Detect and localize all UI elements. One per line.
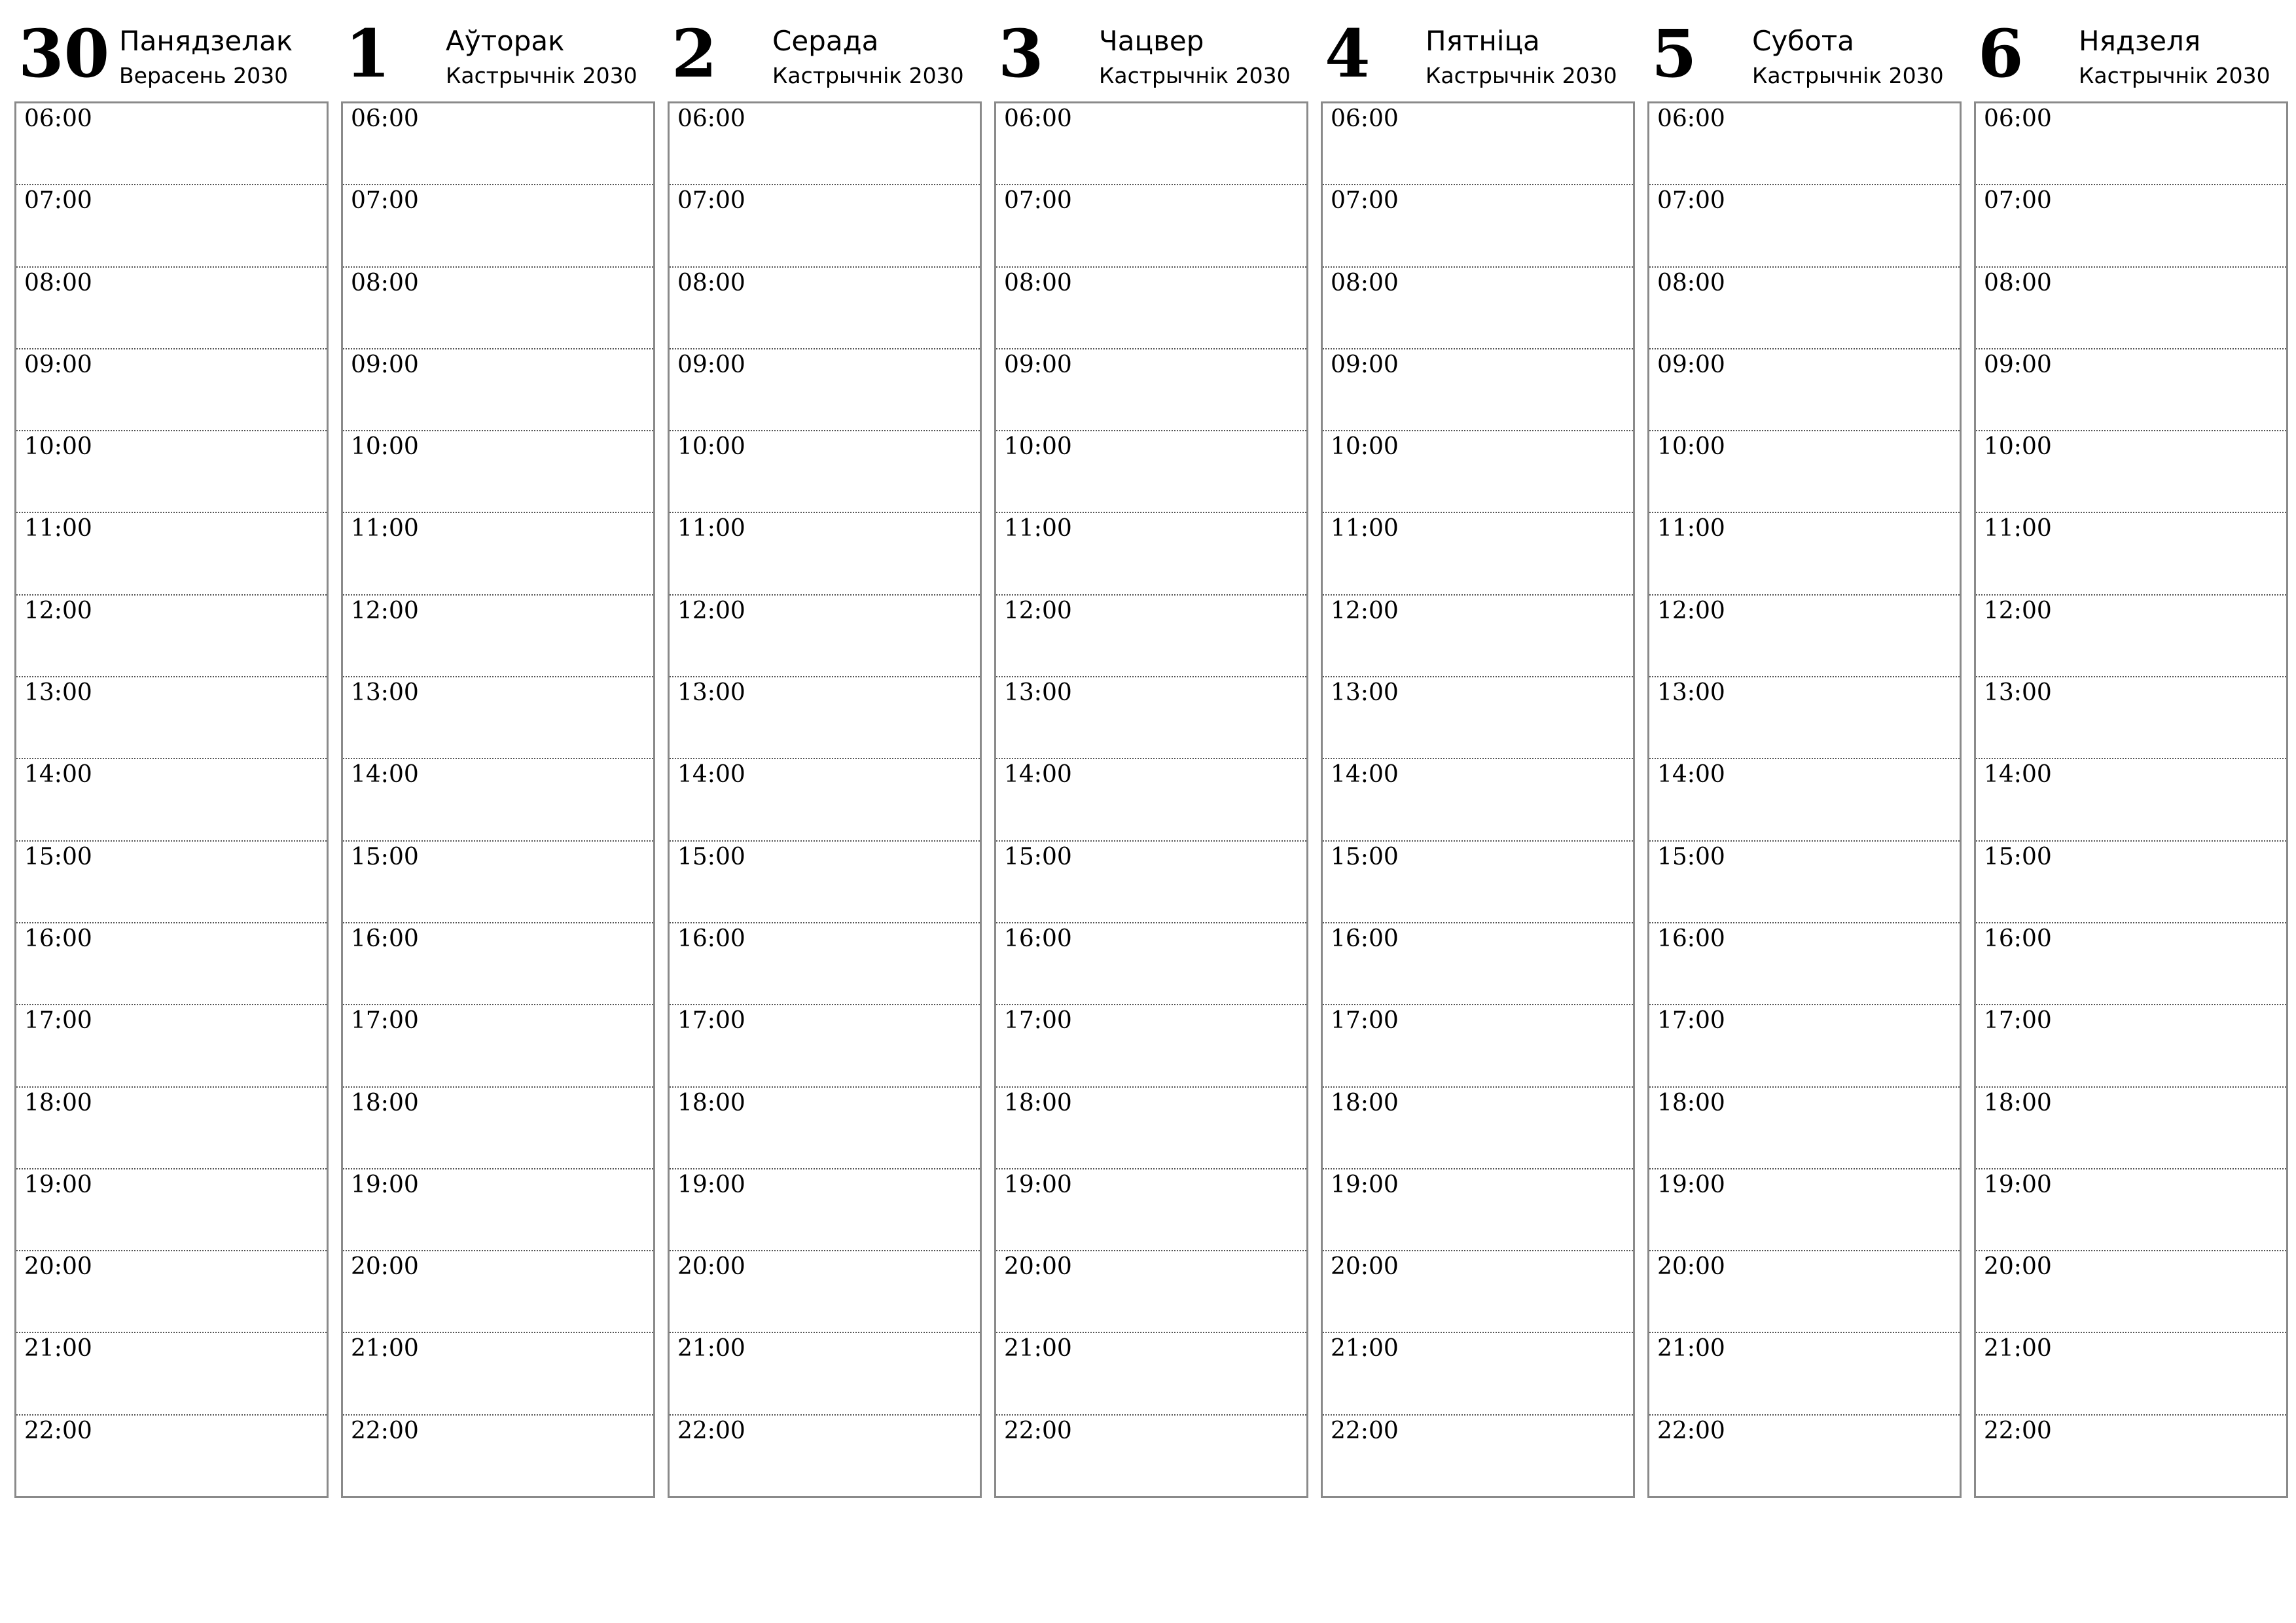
- time-slot[interactable]: [1649, 513, 1960, 595]
- day-number: 30: [18, 15, 110, 92]
- time-label: 12:00: [677, 597, 745, 624]
- time-slot[interactable]: [670, 596, 980, 677]
- time-slot[interactable]: [1976, 1333, 2286, 1415]
- time-slot[interactable]: [996, 349, 1306, 431]
- time-label: 07:00: [1984, 187, 2052, 215]
- time-label: 17:00: [1984, 1007, 2052, 1035]
- time-slot[interactable]: [1323, 842, 1633, 923]
- time-label: 15:00: [1984, 843, 2052, 870]
- time-label: 15:00: [351, 843, 419, 870]
- time-label: 18:00: [1331, 1089, 1399, 1116]
- time-label: 13:00: [1331, 679, 1399, 707]
- day-name: Серада: [772, 25, 879, 57]
- time-label: 13:00: [677, 679, 745, 707]
- time-slot[interactable]: [1323, 923, 1633, 1005]
- time-slot[interactable]: [1976, 1005, 2286, 1087]
- time-slot[interactable]: [1976, 923, 2286, 1005]
- time-slot[interactable]: [996, 1251, 1306, 1333]
- time-slot[interactable]: [670, 842, 980, 923]
- time-label: 15:00: [24, 843, 92, 870]
- time-slot[interactable]: [16, 1416, 327, 1445]
- time-label: 14:00: [24, 761, 92, 789]
- time-slot[interactable]: [16, 1005, 327, 1087]
- time-slot[interactable]: [343, 185, 653, 267]
- time-label: 12:00: [351, 597, 419, 624]
- day-month: Кастрычнік 2030: [1752, 63, 1944, 88]
- time-label: 15:00: [1657, 843, 1725, 870]
- time-slot[interactable]: [996, 1416, 1306, 1445]
- time-slot[interactable]: [1649, 1005, 1960, 1087]
- time-label: 14:00: [1984, 761, 2052, 789]
- time-slot[interactable]: [16, 431, 327, 513]
- time-label: 19:00: [677, 1171, 745, 1198]
- day-name: Нядзеля: [2079, 25, 2201, 57]
- time-label: 08:00: [351, 269, 419, 296]
- time-label: 22:00: [24, 1417, 92, 1444]
- time-slot[interactable]: [1649, 1169, 1960, 1251]
- time-slot[interactable]: [1649, 1088, 1960, 1169]
- time-label: 11:00: [1984, 515, 2052, 543]
- time-label: 18:00: [24, 1089, 92, 1116]
- time-slot[interactable]: [343, 1169, 653, 1251]
- time-slot[interactable]: [16, 923, 327, 1005]
- day-month: Кастрычнік 2030: [772, 63, 964, 88]
- time-slot[interactable]: [1976, 1088, 2286, 1169]
- time-slot[interactable]: [1976, 349, 2286, 431]
- day-name: Чацвер: [1099, 25, 1204, 57]
- time-slot[interactable]: [670, 923, 980, 1005]
- day-header: [1974, 15, 2288, 101]
- time-label: 20:00: [351, 1253, 419, 1281]
- time-slot[interactable]: [16, 185, 327, 267]
- time-slot[interactable]: [343, 431, 653, 513]
- time-slot[interactable]: [1649, 268, 1960, 349]
- day-number: 6: [1978, 15, 2024, 92]
- day-month: Кастрычнік 2030: [1099, 63, 1291, 88]
- time-slot[interactable]: [1323, 349, 1633, 431]
- time-label: 21:00: [1004, 1335, 1072, 1363]
- time-slot[interactable]: [670, 1005, 980, 1087]
- time-slot[interactable]: [343, 596, 653, 677]
- time-label: 07:00: [677, 187, 745, 215]
- time-slot[interactable]: [343, 268, 653, 349]
- time-slot[interactable]: [996, 923, 1306, 1005]
- day-schedule: [14, 101, 329, 1498]
- time-slot[interactable]: [1976, 431, 2286, 513]
- day-number: 5: [1651, 15, 1697, 92]
- time-label: 09:00: [677, 351, 745, 378]
- time-slot[interactable]: [1649, 596, 1960, 677]
- time-slot[interactable]: [343, 923, 653, 1005]
- time-label: 10:00: [1984, 433, 2052, 461]
- day-column: [14, 15, 329, 1498]
- day-header: [994, 15, 1308, 101]
- time-label: 10:00: [24, 433, 92, 461]
- day-month: Кастрычнік 2030: [1426, 63, 1617, 88]
- time-label: 15:00: [677, 843, 745, 870]
- day-schedule: [341, 101, 655, 1498]
- time-label: 13:00: [24, 679, 92, 707]
- time-label: 06:00: [1331, 105, 1399, 132]
- time-label: 07:00: [351, 187, 419, 215]
- time-slot[interactable]: [16, 103, 327, 185]
- day-number: 4: [1325, 15, 1371, 92]
- time-label: 21:00: [24, 1335, 92, 1363]
- time-label: 14:00: [1657, 761, 1725, 789]
- time-label: 10:00: [1657, 433, 1725, 461]
- time-label: 19:00: [1984, 1171, 2052, 1198]
- time-slot[interactable]: [1649, 677, 1960, 759]
- day-schedule: [994, 101, 1308, 1498]
- time-slot[interactable]: [1323, 596, 1633, 677]
- time-label: 19:00: [24, 1171, 92, 1198]
- time-slot[interactable]: [996, 268, 1306, 349]
- time-label: 10:00: [351, 433, 419, 461]
- time-slot[interactable]: [1323, 1088, 1633, 1169]
- time-label: 17:00: [677, 1007, 745, 1035]
- time-slot[interactable]: [1649, 1416, 1960, 1445]
- time-slot[interactable]: [996, 1088, 1306, 1169]
- time-slot[interactable]: [996, 842, 1306, 923]
- time-slot[interactable]: [670, 431, 980, 513]
- time-label: 06:00: [1004, 105, 1072, 132]
- time-label: 21:00: [351, 1335, 419, 1363]
- time-slot[interactable]: [343, 513, 653, 595]
- time-label: 19:00: [351, 1171, 419, 1198]
- time-label: 12:00: [1984, 597, 2052, 624]
- time-slot[interactable]: [1976, 103, 2286, 185]
- time-label: 07:00: [24, 187, 92, 215]
- day-month: Верасень 2030: [119, 63, 289, 88]
- time-label: 11:00: [1331, 515, 1399, 543]
- time-slot[interactable]: [1323, 1251, 1633, 1333]
- time-label: 21:00: [1331, 1335, 1399, 1363]
- time-label: 22:00: [351, 1417, 419, 1444]
- time-slot[interactable]: [1976, 1251, 2286, 1333]
- time-label: 17:00: [24, 1007, 92, 1035]
- time-label: 18:00: [1657, 1089, 1725, 1116]
- time-slot[interactable]: [1323, 1169, 1633, 1251]
- time-slot[interactable]: [343, 677, 653, 759]
- time-slot[interactable]: [996, 1333, 1306, 1415]
- day-schedule: [1647, 101, 1962, 1498]
- time-label: 21:00: [1657, 1335, 1725, 1363]
- time-slot[interactable]: [1323, 1416, 1633, 1445]
- time-label: 12:00: [24, 597, 92, 624]
- time-label: 22:00: [1984, 1417, 2052, 1444]
- time-label: 18:00: [1004, 1089, 1072, 1116]
- time-label: 14:00: [1331, 761, 1399, 789]
- time-slot[interactable]: [1976, 1416, 2286, 1445]
- time-slot[interactable]: [1323, 759, 1633, 841]
- time-label: 09:00: [1984, 351, 2052, 378]
- day-column: [1321, 15, 1635, 1498]
- time-label: 07:00: [1004, 187, 1072, 215]
- time-slot[interactable]: [670, 349, 980, 431]
- time-slot[interactable]: [670, 1416, 980, 1445]
- time-label: 14:00: [677, 761, 745, 789]
- time-slot[interactable]: [16, 842, 327, 923]
- time-slot[interactable]: [16, 513, 327, 595]
- time-label: 16:00: [677, 925, 745, 952]
- time-label: 20:00: [1331, 1253, 1399, 1281]
- time-slot[interactable]: [343, 349, 653, 431]
- time-slot[interactable]: [16, 677, 327, 759]
- time-slot[interactable]: [343, 1333, 653, 1415]
- time-slot[interactable]: [670, 103, 980, 185]
- time-label: 22:00: [677, 1417, 745, 1444]
- time-label: 07:00: [1657, 187, 1725, 215]
- day-column: [1974, 15, 2288, 1498]
- time-slot[interactable]: [343, 1416, 653, 1445]
- time-slot[interactable]: [670, 1169, 980, 1251]
- time-label: 06:00: [1984, 105, 2052, 132]
- time-label: 21:00: [677, 1335, 745, 1363]
- time-label: 12:00: [1004, 597, 1072, 624]
- time-label: 10:00: [677, 433, 745, 461]
- time-slot[interactable]: [343, 1005, 653, 1087]
- time-slot[interactable]: [1649, 431, 1960, 513]
- day-column: [1647, 15, 1962, 1498]
- time-label: 09:00: [1657, 351, 1725, 378]
- day-header: [1647, 15, 1962, 101]
- time-slot[interactable]: [996, 759, 1306, 841]
- day-month: Кастрычнік 2030: [446, 63, 637, 88]
- time-slot[interactable]: [1976, 1169, 2286, 1251]
- time-label: 06:00: [677, 105, 745, 132]
- time-label: 16:00: [1984, 925, 2052, 952]
- time-slot[interactable]: [670, 1251, 980, 1333]
- time-slot[interactable]: [996, 596, 1306, 677]
- time-label: 14:00: [351, 761, 419, 789]
- time-label: 08:00: [1984, 269, 2052, 296]
- time-slot[interactable]: [996, 513, 1306, 595]
- time-slot[interactable]: [670, 759, 980, 841]
- time-slot[interactable]: [16, 1333, 327, 1415]
- time-slot[interactable]: [996, 431, 1306, 513]
- time-label: 11:00: [1657, 515, 1725, 543]
- time-slot[interactable]: [996, 677, 1306, 759]
- time-slot[interactable]: [1323, 268, 1633, 349]
- time-slot[interactable]: [343, 103, 653, 185]
- time-label: 15:00: [1004, 843, 1072, 870]
- time-label: 13:00: [351, 679, 419, 707]
- time-slot[interactable]: [1323, 677, 1633, 759]
- time-label: 20:00: [1004, 1253, 1072, 1281]
- time-label: 09:00: [24, 351, 92, 378]
- time-slot[interactable]: [16, 596, 327, 677]
- time-slot[interactable]: [670, 677, 980, 759]
- time-slot[interactable]: [1649, 923, 1960, 1005]
- time-slot[interactable]: [996, 103, 1306, 185]
- time-label: 15:00: [1331, 843, 1399, 870]
- time-slot[interactable]: [1323, 1333, 1633, 1415]
- day-schedule: [1321, 101, 1635, 1498]
- day-column: [341, 15, 655, 1498]
- time-slot[interactable]: [16, 1088, 327, 1169]
- time-slot[interactable]: [16, 1169, 327, 1251]
- time-label: 09:00: [351, 351, 419, 378]
- time-label: 11:00: [351, 515, 419, 543]
- time-label: 22:00: [1331, 1417, 1399, 1444]
- day-header: [668, 15, 982, 101]
- day-month: Кастрычнік 2030: [2079, 63, 2270, 88]
- time-label: 06:00: [351, 105, 419, 132]
- time-label: 13:00: [1984, 679, 2052, 707]
- time-label: 08:00: [1657, 269, 1725, 296]
- time-slot[interactable]: [343, 759, 653, 841]
- time-label: 12:00: [1657, 597, 1725, 624]
- time-slot[interactable]: [1323, 431, 1633, 513]
- time-label: 20:00: [1657, 1253, 1725, 1281]
- time-label: 16:00: [1004, 925, 1072, 952]
- time-label: 09:00: [1004, 351, 1072, 378]
- day-name: Аўторак: [446, 25, 565, 57]
- day-header: [1321, 15, 1635, 101]
- time-slot[interactable]: [996, 1005, 1306, 1087]
- time-label: 08:00: [1331, 269, 1399, 296]
- time-label: 19:00: [1657, 1171, 1725, 1198]
- time-label: 22:00: [1657, 1417, 1725, 1444]
- time-label: 17:00: [1004, 1007, 1072, 1035]
- time-slot[interactable]: [1649, 1333, 1960, 1415]
- time-label: 20:00: [1984, 1253, 2052, 1281]
- time-label: 11:00: [677, 515, 745, 543]
- time-slot[interactable]: [16, 759, 327, 841]
- time-slot[interactable]: [670, 185, 980, 267]
- time-label: 18:00: [677, 1089, 745, 1116]
- time-slot[interactable]: [16, 268, 327, 349]
- time-slot[interactable]: [1649, 349, 1960, 431]
- time-label: 12:00: [1331, 597, 1399, 624]
- time-slot[interactable]: [16, 349, 327, 431]
- time-slot[interactable]: [996, 1169, 1306, 1251]
- time-label: 13:00: [1004, 679, 1072, 707]
- time-slot[interactable]: [996, 185, 1306, 267]
- day-number: 3: [998, 15, 1044, 92]
- time-label: 17:00: [1331, 1007, 1399, 1035]
- time-label: 16:00: [351, 925, 419, 952]
- time-slot[interactable]: [1649, 103, 1960, 185]
- day-column: [668, 15, 982, 1498]
- time-slot[interactable]: [343, 1251, 653, 1333]
- day-number: 1: [345, 15, 391, 92]
- time-slot[interactable]: [670, 1088, 980, 1169]
- time-label: 14:00: [1004, 761, 1072, 789]
- time-slot[interactable]: [1323, 103, 1633, 185]
- time-label: 16:00: [24, 925, 92, 952]
- time-label: 21:00: [1984, 1335, 2052, 1363]
- time-slot[interactable]: [1976, 677, 2286, 759]
- time-label: 09:00: [1331, 351, 1399, 378]
- time-slot[interactable]: [1649, 1251, 1960, 1333]
- day-name: Субота: [1752, 25, 1854, 57]
- time-label: 07:00: [1331, 187, 1399, 215]
- time-label: 17:00: [1657, 1007, 1725, 1035]
- time-label: 10:00: [1331, 433, 1399, 461]
- time-label: 06:00: [24, 105, 92, 132]
- time-label: 13:00: [1657, 679, 1725, 707]
- time-slot[interactable]: [16, 1251, 327, 1333]
- time-label: 11:00: [24, 515, 92, 543]
- time-label: 06:00: [1657, 105, 1725, 132]
- day-column: [994, 15, 1308, 1498]
- time-label: 22:00: [1004, 1417, 1072, 1444]
- time-label: 19:00: [1331, 1171, 1399, 1198]
- day-number: 2: [672, 15, 717, 92]
- time-slot[interactable]: [1323, 513, 1633, 595]
- time-label: 11:00: [1004, 515, 1072, 543]
- time-label: 19:00: [1004, 1171, 1072, 1198]
- time-slot[interactable]: [343, 842, 653, 923]
- day-header: [341, 15, 655, 101]
- time-slot[interactable]: [1976, 596, 2286, 677]
- weekly-planner: [14, 15, 2286, 1498]
- time-label: 16:00: [1657, 925, 1725, 952]
- time-label: 20:00: [677, 1253, 745, 1281]
- time-label: 10:00: [1004, 433, 1072, 461]
- day-schedule: [1974, 101, 2288, 1498]
- time-slot[interactable]: [1323, 185, 1633, 267]
- time-label: 16:00: [1331, 925, 1399, 952]
- time-slot[interactable]: [1976, 268, 2286, 349]
- day-name: Пятніца: [1426, 25, 1540, 57]
- time-slot[interactable]: [1649, 759, 1960, 841]
- time-label: 08:00: [1004, 269, 1072, 296]
- time-slot[interactable]: [1976, 842, 2286, 923]
- day-name: Панядзелак: [119, 25, 293, 57]
- time-slot[interactable]: [1976, 759, 2286, 841]
- time-label: 18:00: [351, 1089, 419, 1116]
- time-slot[interactable]: [1976, 185, 2286, 267]
- time-label: 18:00: [1984, 1089, 2052, 1116]
- time-label: 20:00: [24, 1253, 92, 1281]
- time-slot[interactable]: [670, 513, 980, 595]
- time-label: 08:00: [24, 269, 92, 296]
- time-slot[interactable]: [343, 1088, 653, 1169]
- time-slot[interactable]: [1649, 185, 1960, 267]
- time-slot[interactable]: [670, 268, 980, 349]
- time-label: 08:00: [677, 269, 745, 296]
- day-schedule: [668, 101, 982, 1498]
- time-slot[interactable]: [1323, 1005, 1633, 1087]
- time-slot[interactable]: [670, 1333, 980, 1415]
- time-slot[interactable]: [1976, 513, 2286, 595]
- day-header: [14, 15, 329, 101]
- time-label: 17:00: [351, 1007, 419, 1035]
- time-slot[interactable]: [1649, 842, 1960, 923]
